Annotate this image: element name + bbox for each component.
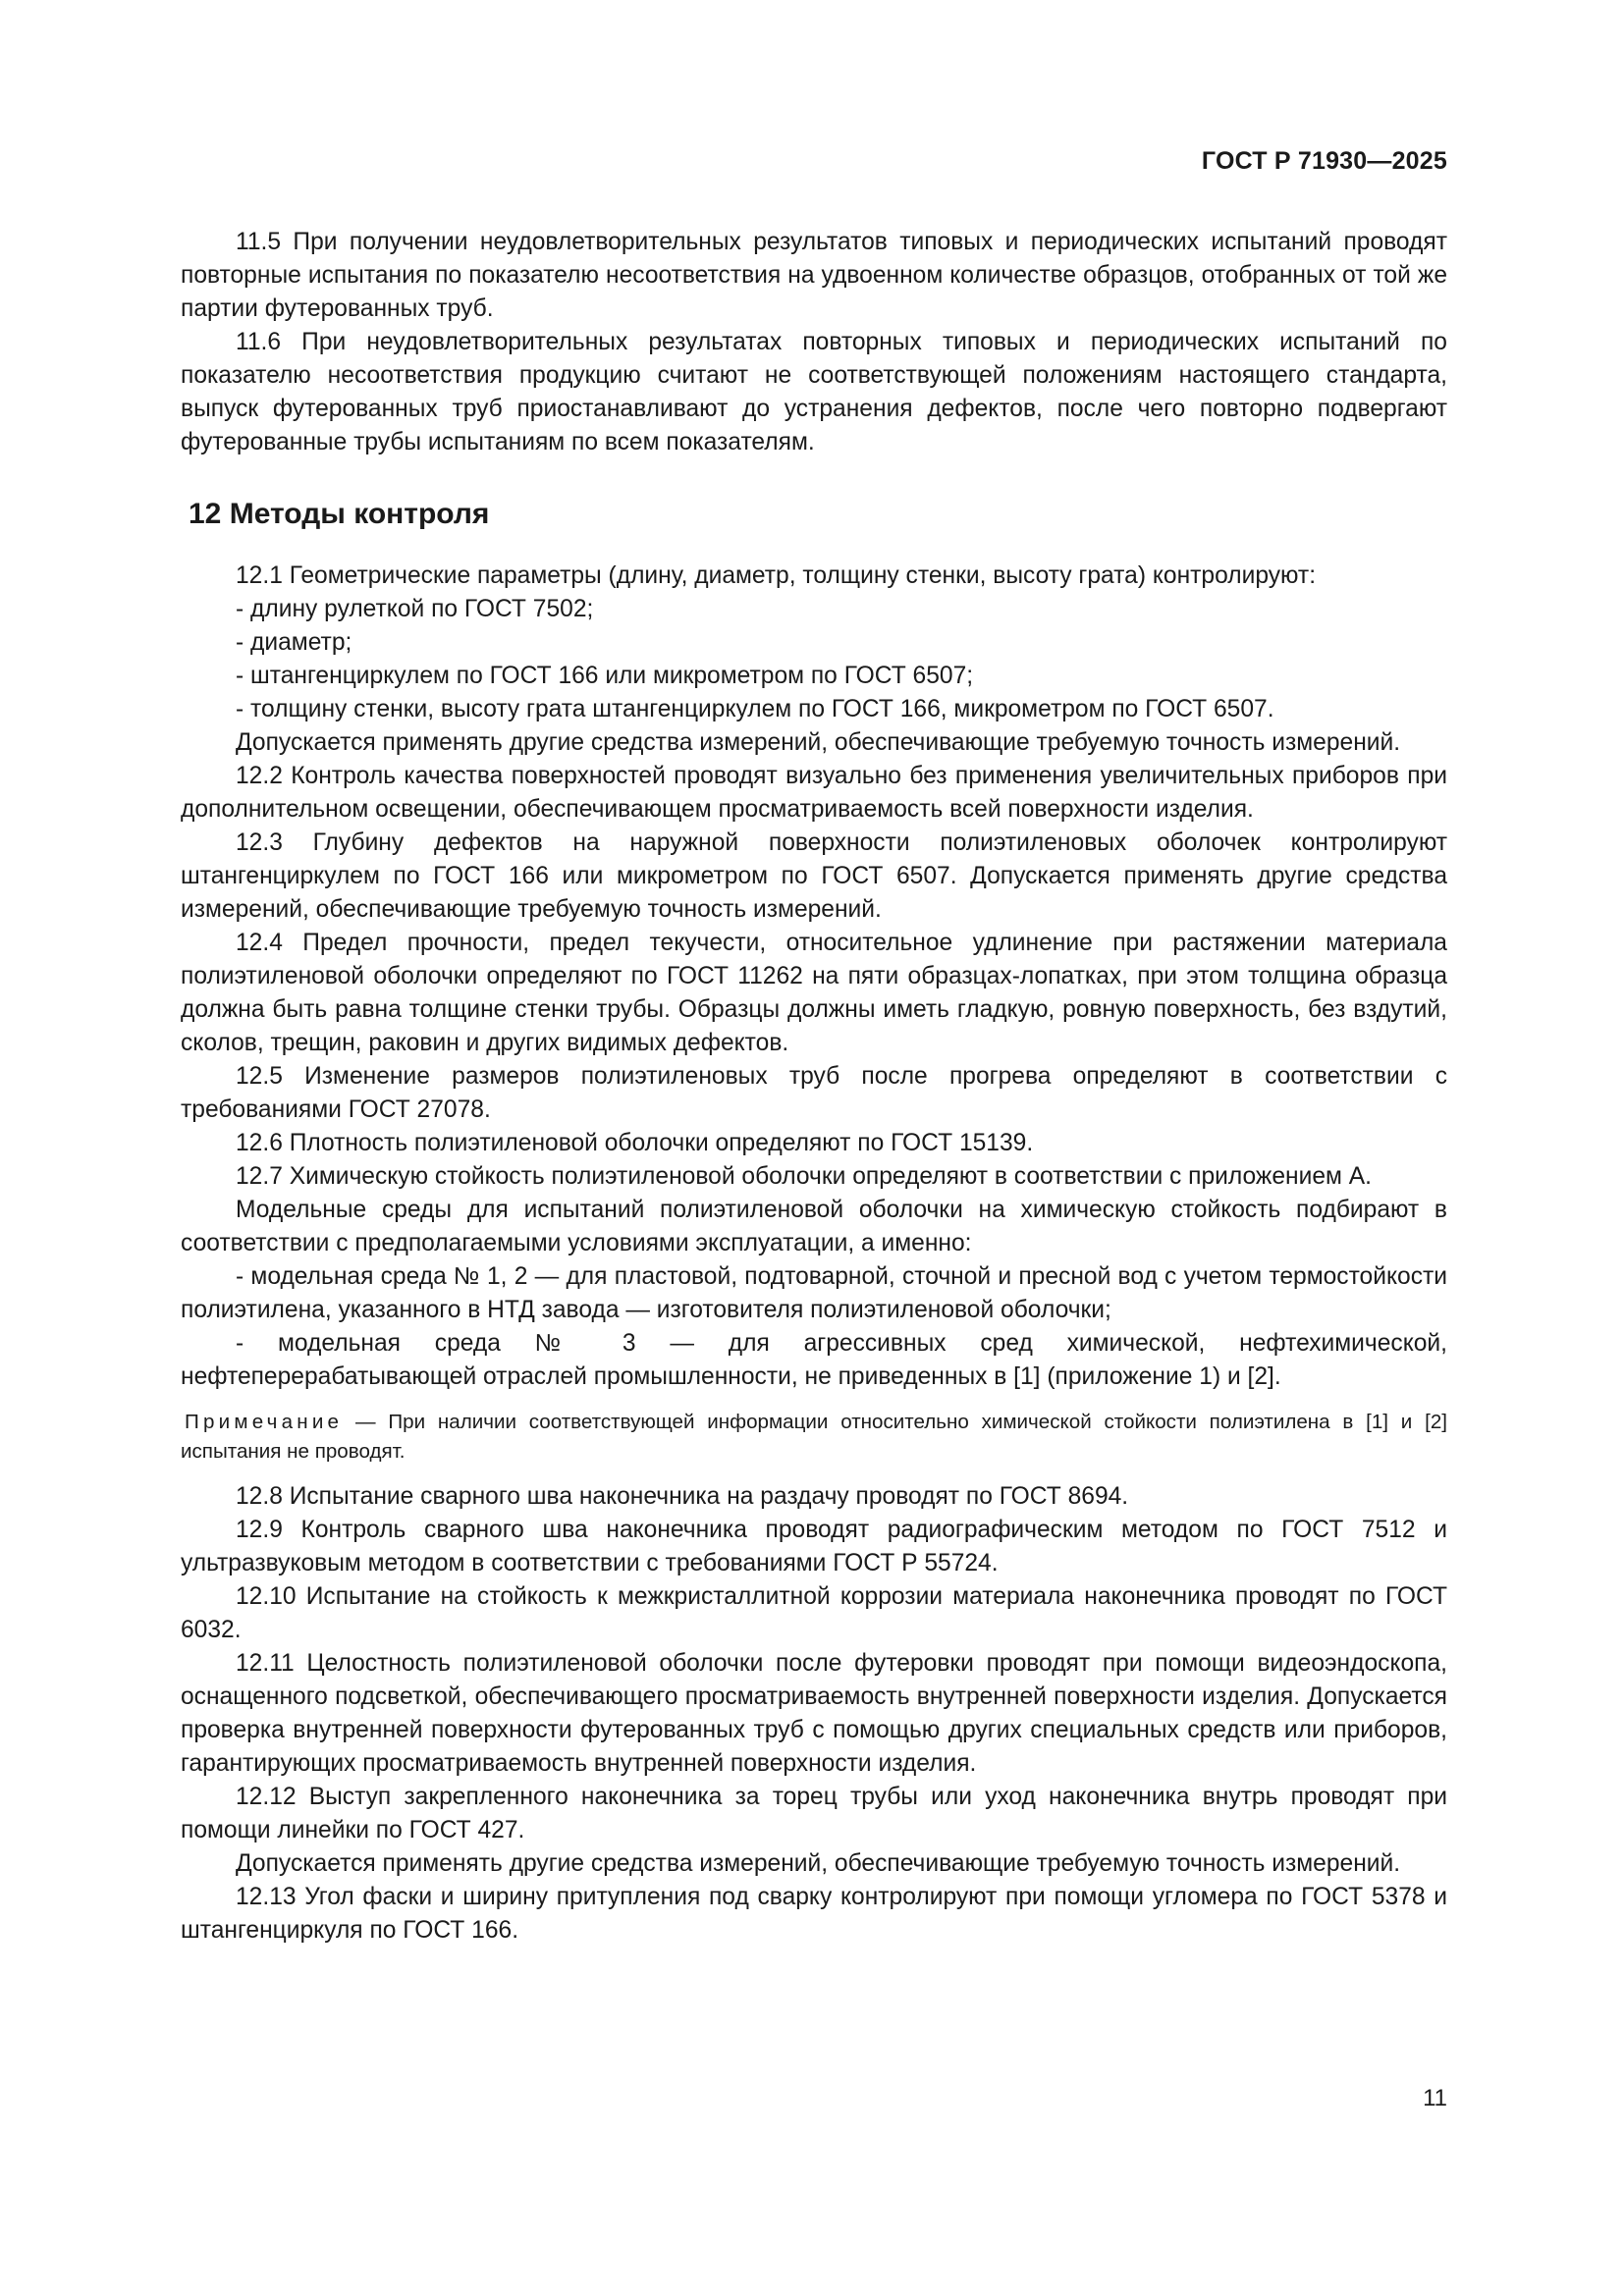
note-text: — При наличии соответствующей информации относительно химической стойкости полиэтилена в [1] и [2] испытания не проводят. xyxy=(181,1411,1447,1463)
list-item: - модельная среда № 1, 2 — для пластовой, подтоварной, сточной и пресной вод с учетом термостойкости полиэтилена, указанного в НТД завода — изготовителя полиэтиленовой оболочки; xyxy=(181,1263,1447,1323)
paragraph-12-7: 12.7 Химическую стойкость полиэтиленовой оболочки определяют в соответствии с приложением А. xyxy=(236,1163,1373,1190)
list-item: - модельная среда № 3 — для агрессивных сред химической, нефтехимической, нефтеперерабатывающей отраслей промышленности, не приведенных в [1] (приложение 1) и [2]. xyxy=(181,1330,1447,1390)
paragraph-11-5: 11.5 При получении неудовлетворительных результатов типовых и периодических испытаний проводят повторные испытания по показателю несоответствия на удвоенном количестве образцов, отобранных от той же партии футерованных труб. xyxy=(181,229,1447,322)
paragraph-12-1-after: Допускается применять другие средства измерений, обеспечивающие требуемую точность измерений. xyxy=(236,729,1401,756)
paragraph-11-6: 11.6 При неудовлетворительных результатах повторных типовых и периодических испытаний по показателю несоответствия продукцию считают не соответствующей положениям настоящего стандарта, выпуск футерованных труб приостанавливают до устранения дефектов, после чего повторно подвергают футерованные трубы испытаниям по всем показателям. xyxy=(181,329,1447,455)
document-header-id: ГОСТ Р 71930—2025 xyxy=(1201,147,1447,175)
list-item: - длину рулеткой по ГОСТ 7502; xyxy=(236,596,594,622)
paragraph-12-12-after: Допускается применять другие средства измерений, обеспечивающие требуемую точность измерений. xyxy=(236,1850,1401,1877)
paragraph-12-11: 12.11 Целостность полиэтиленовой оболочки после футеровки проводят при помощи видеоэндоскопа, оснащенного подсветкой, обеспечивающего просматриваемость внутренней поверхности изделия. Допускается проверка внутренней поверхности футерованных труб с помощью других специальных средств или приборов, гарантирующих просматриваемость внутренней поверхности изделия. xyxy=(181,1650,1447,1777)
paragraph-12-8: 12.8 Испытание сварного шва наконечника на раздачу проводят по ГОСТ 8694. xyxy=(236,1483,1129,1510)
paragraph-12-2: 12.2 Контроль качества поверхностей проводят визуально без применения увеличительных приборов при дополнительном освещении, обеспечивающем просматриваемость всей поверхности изделия. xyxy=(181,763,1447,823)
paragraph-12-5: 12.5 Изменение размеров полиэтиленовых труб после прогрева определяют в соответствии с требованиями ГОСТ 27078. xyxy=(181,1063,1447,1123)
list-item: - толщину стенки, высоту грата штангенциркулем по ГОСТ 166, микрометром по ГОСТ 6507. xyxy=(236,696,1274,722)
paragraph-12-6: 12.6 Плотность полиэтиленовой оболочки определяют по ГОСТ 15139. xyxy=(236,1130,1034,1156)
paragraph-12-3: 12.3 Глубину дефектов на наружной поверхности полиэтиленовых оболочек контролируют штангенциркулем по ГОСТ 166 или микрометром по ГОСТ 6507. Допускается применять другие средства измерений, обеспечивающие требуемую точность измерений. xyxy=(181,829,1447,923)
list-item: - штангенциркулем по ГОСТ 166 или микрометром по ГОСТ 6507; xyxy=(236,663,974,689)
note xyxy=(181,1408,1447,1467)
paragraph-12-4: 12.4 Предел прочности, предел текучести, относительное удлинение при растяжении материала полиэтиленовой оболочки определяют по ГОСТ 11262 на пяти образцах-лопатках, при этом толщина образца должна быть равна толщине стенки трубы. Образцы должны иметь гладкую, ровную поверхность, без вздутий, сколов, трещин, раковин и других видимых дефектов. xyxy=(181,930,1447,1056)
page-number: 11 xyxy=(1423,2085,1447,2111)
paragraph-12-13: 12.13 Угол фаски и ширину притупления под сварку контролируют при помощи угломера по ГОСТ 5378 и штангенциркуля по ГОСТ 166. xyxy=(181,1884,1447,1944)
section-title: 12 Методы контроля xyxy=(189,498,490,530)
list-item: - диаметр; xyxy=(236,629,352,656)
note-label: Примечание xyxy=(185,1411,344,1433)
paragraph-12-7-media: Модельные среды для испытаний полиэтиленовой оболочки на химическую стойкость подбирают в соответствии с предполагаемыми условиями эксплуатации, а именно: xyxy=(181,1197,1447,1256)
paragraph-12-1: 12.1 Геометрические параметры (длину, диаметр, толщину стенки, высоту грата) контролируют: xyxy=(236,562,1317,589)
paragraph-12-9: 12.9 Контроль сварного шва наконечника проводят радиографическим методом по ГОСТ 7512 и ультразвуковым методом в соответствии с требованиями ГОСТ Р 55724. xyxy=(181,1517,1447,1576)
paragraph-12-10: 12.10 Испытание на стойкость к межкристаллитной коррозии материала наконечника проводят по ГОСТ 6032. xyxy=(181,1583,1447,1643)
document-body xyxy=(181,226,1447,1948)
paragraph-12-12: 12.12 Выступ закрепленного наконечника за торец трубы или уход наконечника внутрь проводят при помощи линейки по ГОСТ 427. xyxy=(181,1784,1447,1843)
